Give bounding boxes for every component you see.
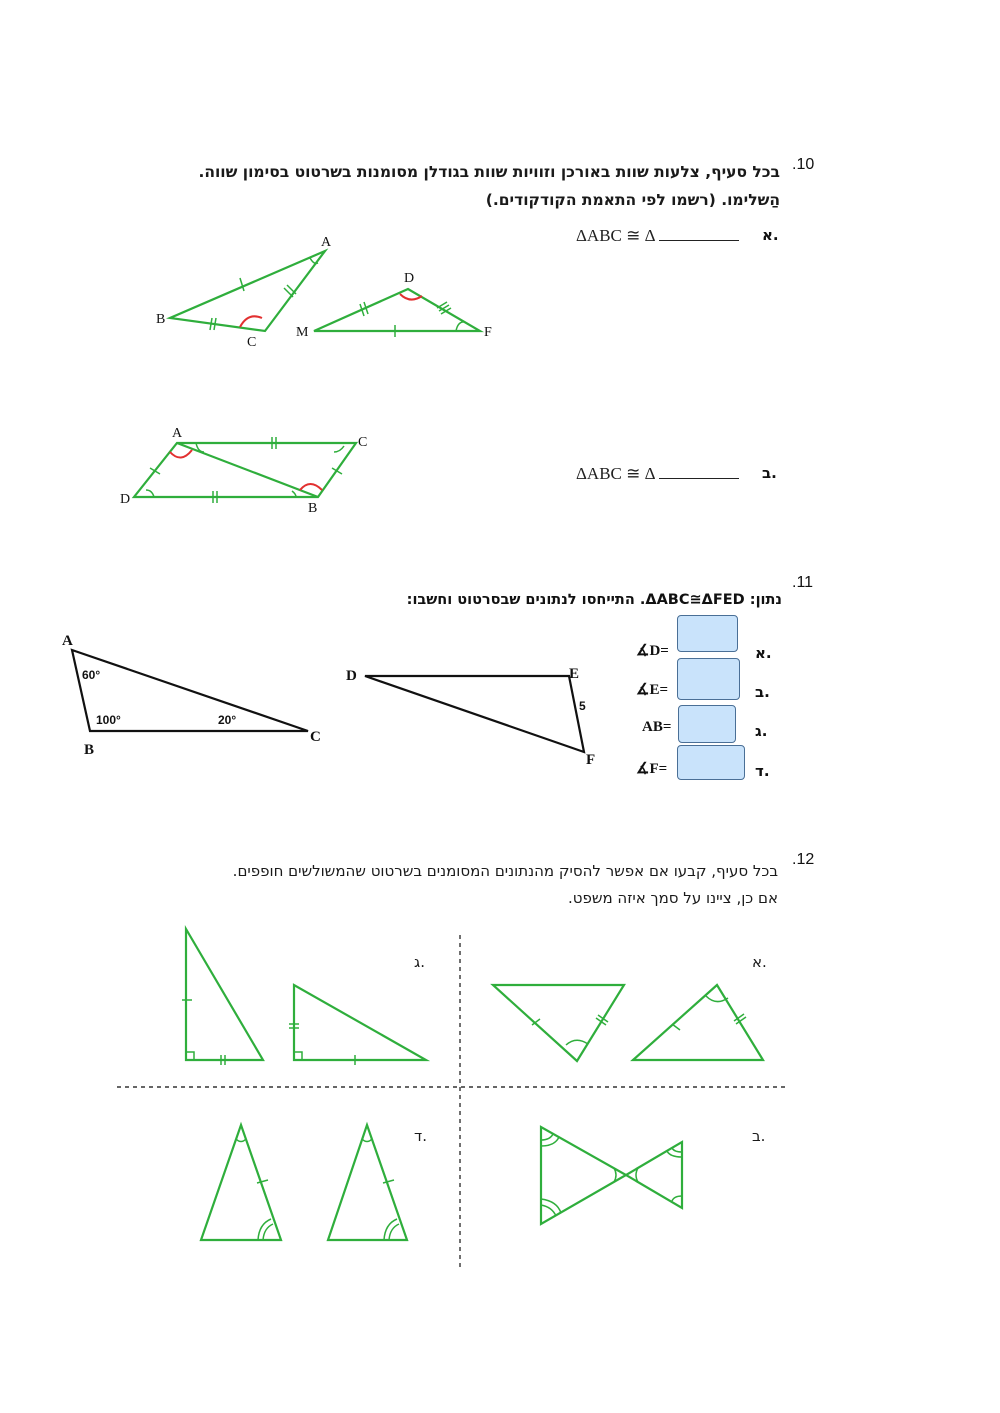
right-triangle-tall [186,929,263,1060]
q10-instruction-line1: בכל סעיף, צלעות שוות באורכן וזוויות שוות בגודלן מסומנות בשרטוט בסימון שווה. [198,163,780,181]
q10-instruction-line2: הַשלימו. (רשמו לפי התאמת הקודקודים.) [485,191,780,209]
angle-c-value: 20° [218,713,237,727]
q12-instruction-line2: אם כן, ציינו על סמך איזה משפט. [567,889,778,907]
q11-part-d-label: ד. [755,762,770,780]
q12-label-d: ד. [414,1127,427,1145]
angle-arc [389,1224,399,1240]
q11-part-a-expr: ∡D= [636,643,669,659]
label-a: A [62,633,73,649]
q12-part-d [201,1125,407,1240]
tick-mark [257,1180,268,1183]
angle-arc [384,1219,397,1240]
congruence-text: ΔABC ≅ Δ [576,464,655,483]
q10-part-b-label: ב. [762,464,777,482]
angle-arc [236,1139,246,1142]
angle-arc [614,1168,616,1182]
q11-part-b-expr: ∡E= [636,682,668,698]
label-f: F [484,325,492,340]
angle-arc [258,1219,271,1240]
angle-arc [636,1168,638,1182]
label-b: B [156,312,166,327]
q11-part-d-expr: ∡F= [636,761,668,777]
tick-mark [672,1024,680,1030]
label-e: E [569,666,580,682]
q11-part-a-label: א. [755,644,772,662]
angle-arc [541,1205,556,1216]
q10-number: .10 [792,156,815,173]
label-a: A [321,235,332,250]
right-angle-mark [294,1052,302,1060]
angle-b-value: 100° [96,713,121,727]
q11-part-c-label: ג. [755,722,768,740]
q12-part-a [493,985,763,1061]
tick-mark [383,1180,394,1183]
q12-label-c: ג. [414,953,425,971]
angle-arc [541,1134,553,1140]
q11-given: נתון: ΔABC≅ΔFED. התייחסו לנתונים שבסרטוט וחשבו: [406,592,782,608]
q12-part-c [182,929,426,1065]
right-angle-mark [186,1052,194,1060]
angle-arc [566,1040,588,1045]
congruence-text: ΔABC ≅ Δ [576,226,655,245]
label-d: D [346,668,357,684]
q12-label-a: א. [752,953,767,971]
label-d: D [404,271,415,286]
label-c: C [247,335,257,350]
label-m: M [296,325,309,340]
label-b: B [84,742,95,758]
q12-instruction-line1: בכל סעיף, קבעו אם אפשר להסיק מהנתונים המסומנים בשרטוט שהמשולשים חופפים. [232,862,778,880]
angle-arc [263,1224,273,1240]
q12-label-b: ב. [752,1127,766,1145]
q12-number: .12 [792,851,815,868]
q10-part-a-label: א. [762,226,779,244]
q11-part-b-label: ב. [755,683,770,701]
angle-arc [362,1139,372,1142]
angle-arc [672,1148,682,1152]
label-f: F [586,752,596,768]
label-a: A [172,426,183,441]
q11-number: .11 [792,574,814,591]
label-b: B [308,501,318,516]
side-ef-value: 5 [579,699,586,713]
angle-a-value: 60° [82,668,101,682]
triangle-upright [633,985,763,1060]
bowtie-left-triangle [541,1127,626,1224]
angle-arc [672,1196,682,1201]
label-c: C [358,435,368,450]
right-triangle-wide [294,985,426,1060]
q12-part-b [541,1127,682,1224]
label-d: D [120,492,131,507]
label-c: C [310,729,321,745]
q11-part-c-expr: AB= [642,719,672,735]
